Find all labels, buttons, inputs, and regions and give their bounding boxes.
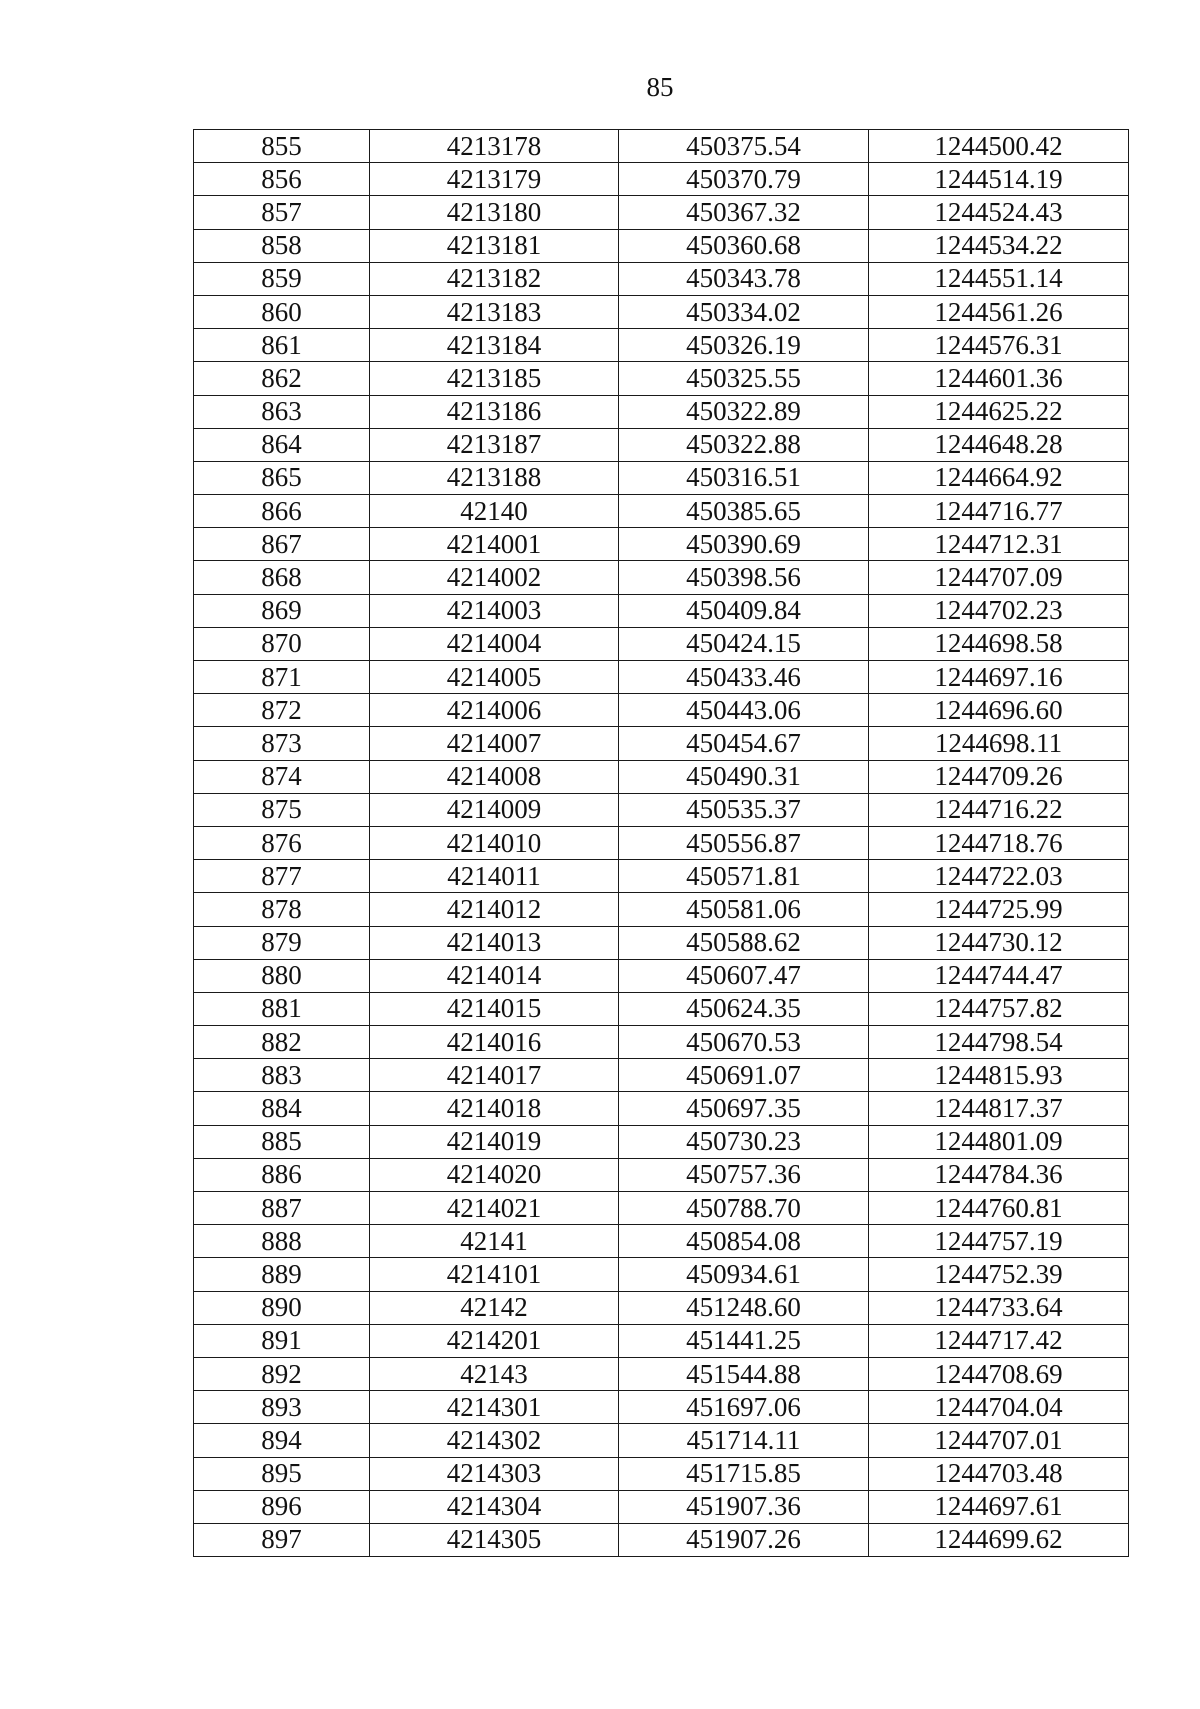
x-coordinate-cell: 450854.08 bbox=[619, 1225, 869, 1258]
x-coordinate-cell: 450691.07 bbox=[619, 1059, 869, 1092]
point-id-cell: 4214015 bbox=[370, 992, 619, 1025]
row-index-cell: 861 bbox=[194, 329, 370, 362]
x-coordinate-cell: 450409.84 bbox=[619, 594, 869, 627]
y-coordinate-cell: 1244733.64 bbox=[869, 1291, 1129, 1324]
table-row bbox=[194, 893, 1129, 926]
table-row bbox=[194, 428, 1129, 461]
table-row bbox=[194, 130, 1129, 163]
point-id-cell: 4214016 bbox=[370, 1026, 619, 1059]
table-row bbox=[194, 1523, 1129, 1556]
x-coordinate-cell: 450697.35 bbox=[619, 1092, 869, 1125]
point-id-cell: 4214013 bbox=[370, 926, 619, 959]
x-coordinate-cell: 450535.37 bbox=[619, 793, 869, 826]
y-coordinate-cell: 1244717.42 bbox=[869, 1324, 1129, 1357]
table-row bbox=[194, 661, 1129, 694]
y-coordinate-cell: 1244702.23 bbox=[869, 594, 1129, 627]
x-coordinate-cell: 450730.23 bbox=[619, 1125, 869, 1158]
y-coordinate-cell: 1244707.09 bbox=[869, 561, 1129, 594]
point-id-cell: 4214020 bbox=[370, 1158, 619, 1191]
point-id-cell: 4214014 bbox=[370, 959, 619, 992]
y-coordinate-cell: 1244801.09 bbox=[869, 1125, 1129, 1158]
row-index-cell: 860 bbox=[194, 295, 370, 328]
y-coordinate-cell: 1244648.28 bbox=[869, 428, 1129, 461]
x-coordinate-cell: 450326.19 bbox=[619, 329, 869, 362]
table-row bbox=[194, 1258, 1129, 1291]
row-index-cell: 889 bbox=[194, 1258, 370, 1291]
coordinate-table-body bbox=[194, 130, 1129, 1557]
table-row bbox=[194, 627, 1129, 660]
table-row bbox=[194, 860, 1129, 893]
point-id-cell: 4213182 bbox=[370, 262, 619, 295]
table-row bbox=[194, 1092, 1129, 1125]
point-id-cell: 4214004 bbox=[370, 627, 619, 660]
point-id-cell: 4213185 bbox=[370, 362, 619, 395]
table-row bbox=[194, 1357, 1129, 1390]
point-id-cell: 4213183 bbox=[370, 295, 619, 328]
table-row bbox=[194, 826, 1129, 859]
x-coordinate-cell: 451544.88 bbox=[619, 1357, 869, 1390]
table-row bbox=[194, 1424, 1129, 1457]
row-index-cell: 883 bbox=[194, 1059, 370, 1092]
x-coordinate-cell: 451907.36 bbox=[619, 1490, 869, 1523]
table-row bbox=[194, 992, 1129, 1025]
y-coordinate-cell: 1244698.58 bbox=[869, 627, 1129, 660]
table-row bbox=[194, 760, 1129, 793]
table-row bbox=[194, 1225, 1129, 1258]
x-coordinate-cell: 451714.11 bbox=[619, 1424, 869, 1457]
page-number: 85 bbox=[646, 72, 674, 102]
point-id-cell: 4214001 bbox=[370, 528, 619, 561]
row-index-cell: 870 bbox=[194, 627, 370, 660]
point-id-cell: 4214008 bbox=[370, 760, 619, 793]
point-id-cell: 4214010 bbox=[370, 826, 619, 859]
x-coordinate-cell: 451248.60 bbox=[619, 1291, 869, 1324]
x-coordinate-cell: 450490.31 bbox=[619, 760, 869, 793]
table-row bbox=[194, 1291, 1129, 1324]
table-row bbox=[194, 1125, 1129, 1158]
table-row bbox=[194, 959, 1129, 992]
table-row bbox=[194, 1158, 1129, 1191]
table-row bbox=[194, 793, 1129, 826]
y-coordinate-cell: 1244784.36 bbox=[869, 1158, 1129, 1191]
point-id-cell: 4214101 bbox=[370, 1258, 619, 1291]
x-coordinate-cell: 450670.53 bbox=[619, 1026, 869, 1059]
y-coordinate-cell: 1244697.61 bbox=[869, 1490, 1129, 1523]
y-coordinate-cell: 1244561.26 bbox=[869, 295, 1129, 328]
row-index-cell: 886 bbox=[194, 1158, 370, 1191]
row-index-cell: 867 bbox=[194, 528, 370, 561]
point-id-cell: 42140 bbox=[370, 495, 619, 528]
y-coordinate-cell: 1244698.11 bbox=[869, 727, 1129, 760]
table-row bbox=[194, 727, 1129, 760]
y-coordinate-cell: 1244601.36 bbox=[869, 362, 1129, 395]
y-coordinate-cell: 1244699.62 bbox=[869, 1523, 1129, 1556]
y-coordinate-cell: 1244524.43 bbox=[869, 196, 1129, 229]
x-coordinate-cell: 450443.06 bbox=[619, 694, 869, 727]
row-index-cell: 862 bbox=[194, 362, 370, 395]
coordinate-table bbox=[193, 129, 1129, 1557]
x-coordinate-cell: 450624.35 bbox=[619, 992, 869, 1025]
x-coordinate-cell: 450571.81 bbox=[619, 860, 869, 893]
y-coordinate-cell: 1244712.31 bbox=[869, 528, 1129, 561]
point-id-cell: 4213179 bbox=[370, 163, 619, 196]
point-id-cell: 4214301 bbox=[370, 1391, 619, 1424]
row-index-cell: 894 bbox=[194, 1424, 370, 1457]
table-row bbox=[194, 561, 1129, 594]
row-index-cell: 875 bbox=[194, 793, 370, 826]
table-row bbox=[194, 163, 1129, 196]
y-coordinate-cell: 1244704.04 bbox=[869, 1391, 1129, 1424]
x-coordinate-cell: 450322.89 bbox=[619, 395, 869, 428]
table-row bbox=[194, 1490, 1129, 1523]
x-coordinate-cell: 450607.47 bbox=[619, 959, 869, 992]
row-index-cell: 873 bbox=[194, 727, 370, 760]
row-index-cell: 893 bbox=[194, 1391, 370, 1424]
point-id-cell: 42143 bbox=[370, 1357, 619, 1390]
y-coordinate-cell: 1244752.39 bbox=[869, 1258, 1129, 1291]
row-index-cell: 888 bbox=[194, 1225, 370, 1258]
row-index-cell: 881 bbox=[194, 992, 370, 1025]
table-row bbox=[194, 295, 1129, 328]
y-coordinate-cell: 1244551.14 bbox=[869, 262, 1129, 295]
x-coordinate-cell: 450588.62 bbox=[619, 926, 869, 959]
x-coordinate-cell: 450390.69 bbox=[619, 528, 869, 561]
row-index-cell: 858 bbox=[194, 229, 370, 262]
row-index-cell: 874 bbox=[194, 760, 370, 793]
table-row bbox=[194, 1324, 1129, 1357]
y-coordinate-cell: 1244815.93 bbox=[869, 1059, 1129, 1092]
row-index-cell: 897 bbox=[194, 1523, 370, 1556]
point-id-cell: 4213187 bbox=[370, 428, 619, 461]
x-coordinate-cell: 450322.88 bbox=[619, 428, 869, 461]
point-id-cell: 4214003 bbox=[370, 594, 619, 627]
y-coordinate-cell: 1244703.48 bbox=[869, 1457, 1129, 1490]
row-index-cell: 869 bbox=[194, 594, 370, 627]
table-row bbox=[194, 694, 1129, 727]
x-coordinate-cell: 450316.51 bbox=[619, 461, 869, 494]
table-row bbox=[194, 528, 1129, 561]
row-index-cell: 891 bbox=[194, 1324, 370, 1357]
y-coordinate-cell: 1244725.99 bbox=[869, 893, 1129, 926]
point-id-cell: 4213178 bbox=[370, 130, 619, 163]
x-coordinate-cell: 451441.25 bbox=[619, 1324, 869, 1357]
row-index-cell: 859 bbox=[194, 262, 370, 295]
row-index-cell: 863 bbox=[194, 395, 370, 428]
point-id-cell: 42142 bbox=[370, 1291, 619, 1324]
table-row bbox=[194, 1059, 1129, 1092]
x-coordinate-cell: 451907.26 bbox=[619, 1523, 869, 1556]
y-coordinate-cell: 1244757.82 bbox=[869, 992, 1129, 1025]
row-index-cell: 864 bbox=[194, 428, 370, 461]
x-coordinate-cell: 450934.61 bbox=[619, 1258, 869, 1291]
x-coordinate-cell: 450454.67 bbox=[619, 727, 869, 760]
point-id-cell: 42141 bbox=[370, 1225, 619, 1258]
row-index-cell: 892 bbox=[194, 1357, 370, 1390]
row-index-cell: 877 bbox=[194, 860, 370, 893]
row-index-cell: 880 bbox=[194, 959, 370, 992]
y-coordinate-cell: 1244696.60 bbox=[869, 694, 1129, 727]
x-coordinate-cell: 451715.85 bbox=[619, 1457, 869, 1490]
y-coordinate-cell: 1244625.22 bbox=[869, 395, 1129, 428]
row-index-cell: 876 bbox=[194, 826, 370, 859]
y-coordinate-cell: 1244716.77 bbox=[869, 495, 1129, 528]
point-id-cell: 4214017 bbox=[370, 1059, 619, 1092]
y-coordinate-cell: 1244718.76 bbox=[869, 826, 1129, 859]
y-coordinate-cell: 1244716.22 bbox=[869, 793, 1129, 826]
point-id-cell: 4214018 bbox=[370, 1092, 619, 1125]
table-row bbox=[194, 1391, 1129, 1424]
row-index-cell: 887 bbox=[194, 1192, 370, 1225]
y-coordinate-cell: 1244760.81 bbox=[869, 1192, 1129, 1225]
point-id-cell: 4213186 bbox=[370, 395, 619, 428]
x-coordinate-cell: 450370.79 bbox=[619, 163, 869, 196]
point-id-cell: 4214201 bbox=[370, 1324, 619, 1357]
point-id-cell: 4213180 bbox=[370, 196, 619, 229]
point-id-cell: 4214009 bbox=[370, 793, 619, 826]
point-id-cell: 4214302 bbox=[370, 1424, 619, 1457]
table-row bbox=[194, 329, 1129, 362]
row-index-cell: 890 bbox=[194, 1291, 370, 1324]
point-id-cell: 4214021 bbox=[370, 1192, 619, 1225]
row-index-cell: 871 bbox=[194, 661, 370, 694]
row-index-cell: 882 bbox=[194, 1026, 370, 1059]
y-coordinate-cell: 1244757.19 bbox=[869, 1225, 1129, 1258]
y-coordinate-cell: 1244514.19 bbox=[869, 163, 1129, 196]
x-coordinate-cell: 450556.87 bbox=[619, 826, 869, 859]
table-row bbox=[194, 461, 1129, 494]
x-coordinate-cell: 450375.54 bbox=[619, 130, 869, 163]
x-coordinate-cell: 450360.68 bbox=[619, 229, 869, 262]
y-coordinate-cell: 1244707.01 bbox=[869, 1424, 1129, 1457]
y-coordinate-cell: 1244664.92 bbox=[869, 461, 1129, 494]
row-index-cell: 895 bbox=[194, 1457, 370, 1490]
point-id-cell: 4214006 bbox=[370, 694, 619, 727]
table-row bbox=[194, 1457, 1129, 1490]
y-coordinate-cell: 1244576.31 bbox=[869, 329, 1129, 362]
y-coordinate-cell: 1244798.54 bbox=[869, 1026, 1129, 1059]
x-coordinate-cell: 450385.65 bbox=[619, 495, 869, 528]
row-index-cell: 884 bbox=[194, 1092, 370, 1125]
row-index-cell: 878 bbox=[194, 893, 370, 926]
x-coordinate-cell: 450757.36 bbox=[619, 1158, 869, 1191]
y-coordinate-cell: 1244534.22 bbox=[869, 229, 1129, 262]
table-row bbox=[194, 362, 1129, 395]
row-index-cell: 868 bbox=[194, 561, 370, 594]
point-id-cell: 4213188 bbox=[370, 461, 619, 494]
y-coordinate-cell: 1244708.69 bbox=[869, 1357, 1129, 1390]
table-row bbox=[194, 229, 1129, 262]
point-id-cell: 4213184 bbox=[370, 329, 619, 362]
y-coordinate-cell: 1244500.42 bbox=[869, 130, 1129, 163]
x-coordinate-cell: 450343.78 bbox=[619, 262, 869, 295]
row-index-cell: 885 bbox=[194, 1125, 370, 1158]
table-row bbox=[194, 1026, 1129, 1059]
table-row bbox=[194, 594, 1129, 627]
x-coordinate-cell: 450581.06 bbox=[619, 893, 869, 926]
point-id-cell: 4213181 bbox=[370, 229, 619, 262]
y-coordinate-cell: 1244709.26 bbox=[869, 760, 1129, 793]
x-coordinate-cell: 450424.15 bbox=[619, 627, 869, 660]
row-index-cell: 879 bbox=[194, 926, 370, 959]
x-coordinate-cell: 450325.55 bbox=[619, 362, 869, 395]
x-coordinate-cell: 450433.46 bbox=[619, 661, 869, 694]
table-row bbox=[194, 196, 1129, 229]
point-id-cell: 4214305 bbox=[370, 1523, 619, 1556]
row-index-cell: 872 bbox=[194, 694, 370, 727]
y-coordinate-cell: 1244817.37 bbox=[869, 1092, 1129, 1125]
row-index-cell: 865 bbox=[194, 461, 370, 494]
y-coordinate-cell: 1244697.16 bbox=[869, 661, 1129, 694]
point-id-cell: 4214303 bbox=[370, 1457, 619, 1490]
point-id-cell: 4214002 bbox=[370, 561, 619, 594]
x-coordinate-cell: 450367.32 bbox=[619, 196, 869, 229]
table-row bbox=[194, 926, 1129, 959]
point-id-cell: 4214011 bbox=[370, 860, 619, 893]
point-id-cell: 4214005 bbox=[370, 661, 619, 694]
table-row bbox=[194, 395, 1129, 428]
table-row bbox=[194, 1192, 1129, 1225]
point-id-cell: 4214304 bbox=[370, 1490, 619, 1523]
point-id-cell: 4214019 bbox=[370, 1125, 619, 1158]
row-index-cell: 896 bbox=[194, 1490, 370, 1523]
table-row bbox=[194, 262, 1129, 295]
y-coordinate-cell: 1244744.47 bbox=[869, 959, 1129, 992]
x-coordinate-cell: 450788.70 bbox=[619, 1192, 869, 1225]
x-coordinate-cell: 450398.56 bbox=[619, 561, 869, 594]
y-coordinate-cell: 1244722.03 bbox=[869, 860, 1129, 893]
point-id-cell: 4214007 bbox=[370, 727, 619, 760]
x-coordinate-cell: 450334.02 bbox=[619, 295, 869, 328]
row-index-cell: 856 bbox=[194, 163, 370, 196]
point-id-cell: 4214012 bbox=[370, 893, 619, 926]
table-row bbox=[194, 495, 1129, 528]
row-index-cell: 855 bbox=[194, 130, 370, 163]
x-coordinate-cell: 451697.06 bbox=[619, 1391, 869, 1424]
y-coordinate-cell: 1244730.12 bbox=[869, 926, 1129, 959]
row-index-cell: 866 bbox=[194, 495, 370, 528]
row-index-cell: 857 bbox=[194, 196, 370, 229]
